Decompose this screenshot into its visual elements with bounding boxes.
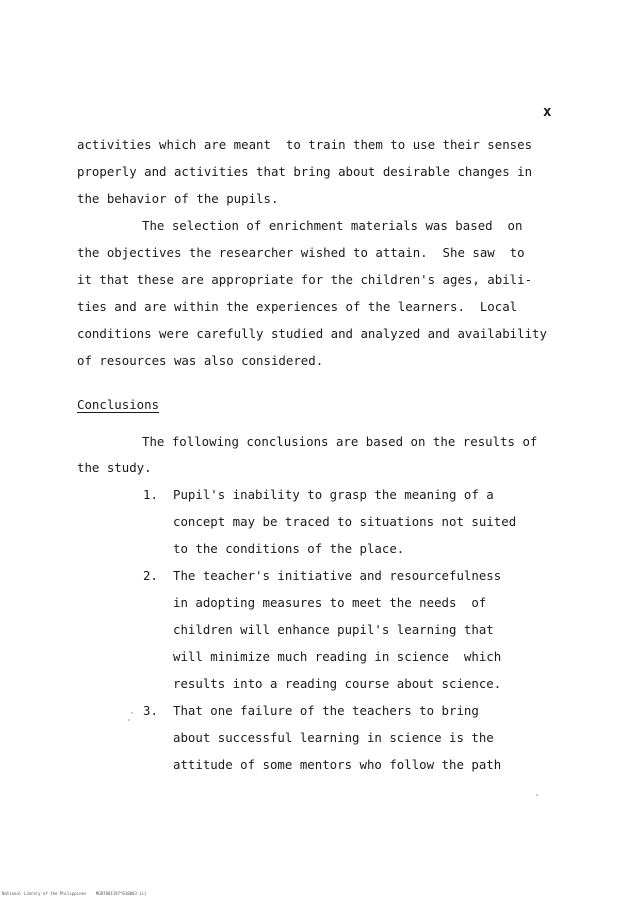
text-line: results into a reading course about science. — [173, 676, 502, 691]
text-line: in adopting measures to meet the needs of — [173, 595, 487, 610]
text-line: will minimize much reading in science which — [173, 649, 502, 664]
text-line: concept may be traced to situations not suited — [173, 514, 517, 529]
text-line: attitude of some mentors who follow the path — [173, 757, 502, 772]
text-line: The selection of enrichment materials was based on — [142, 218, 523, 233]
text-line: The teacher's initiative and resourcefulness — [173, 568, 502, 583]
text-line: The following conclusions are based on the results of — [142, 434, 538, 449]
text-line: of resources was also considered. — [77, 353, 324, 368]
scan-speck — [536, 794, 538, 796]
text-line: conditions were carefully studied and analyzed and availability — [77, 326, 547, 341]
text-line: Pupil's inability to grasp the meaning of a — [173, 487, 494, 502]
scan-speck — [131, 712, 133, 714]
footer-stamp: National Library of the Philippines MGR7001197*010003 iii — [2, 891, 147, 896]
item-number: 2. — [143, 568, 158, 583]
item-number: 3. — [143, 703, 158, 718]
text-line: ties and are within the experiences of the learners. Local — [77, 299, 518, 314]
text-line: That one failure of the teachers to bring — [173, 703, 479, 718]
text-line: properly and activities that bring about desirable changes in — [77, 164, 533, 179]
text-line: children will enhance pupil's learning that — [173, 622, 494, 637]
text-line: the behavior of the pupils. — [77, 191, 279, 206]
text-line: the objectives the researcher wished to attain. She saw to — [77, 245, 525, 260]
text-line: the study. — [77, 460, 152, 475]
text-line: it that these are appropriate for the children's ages, abili- — [77, 272, 533, 287]
text-line: activities which are meant to train them to use their senses — [77, 137, 533, 152]
item-number: 1. — [143, 487, 158, 502]
text-line: to the conditions of the place. — [173, 541, 405, 556]
section-heading: Conclusions — [77, 397, 160, 412]
scan-speck — [128, 719, 130, 721]
text-line: about successful learning in science is the — [173, 730, 494, 745]
page-number: x — [543, 104, 552, 120]
